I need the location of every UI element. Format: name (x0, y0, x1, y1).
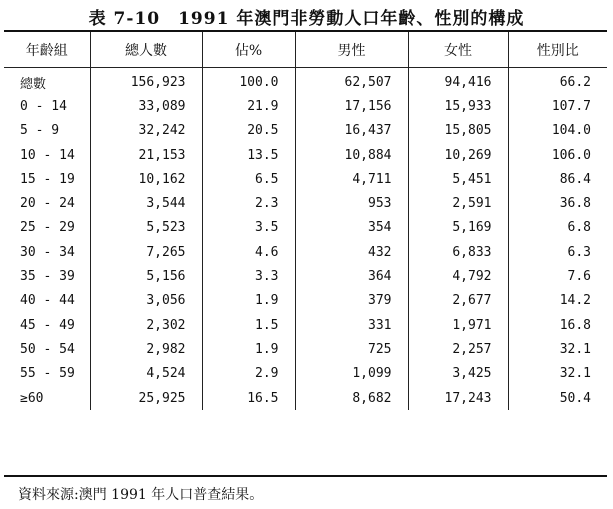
cell-sex-ratio: 36.8 (508, 191, 607, 215)
cell-female: 94,416 (408, 68, 508, 95)
cell-total: 7,265 (90, 240, 202, 264)
cell-age-group: 55 - 59 (20, 366, 75, 382)
cell-percent: 1.5 (202, 313, 295, 337)
cell-age-group: ≥60 (20, 390, 44, 406)
cell-percent: 3.5 (202, 216, 295, 240)
cell-sex-ratio: 86.4 (508, 167, 607, 191)
table-row (4, 94, 607, 118)
header-female: 女性 (408, 32, 508, 68)
cell-male: 10,884 (295, 143, 408, 167)
cell-female: 3,425 (408, 362, 508, 386)
cell-total: 5,523 (90, 216, 202, 240)
cell-sex-ratio: 32.1 (508, 337, 607, 361)
cell-percent: 2.3 (202, 191, 295, 215)
cell-male: 953 (295, 191, 408, 215)
cell-female: 2,677 (408, 289, 508, 313)
cell-sex-ratio: 16.8 (508, 313, 607, 337)
cell-age-group: 總數 (20, 76, 47, 92)
cell-male: 354 (295, 216, 408, 240)
cell-total: 2,302 (90, 313, 202, 337)
table-row (4, 337, 607, 361)
cell-male: 725 (295, 337, 408, 361)
cell-age-group: 20 - 24 (20, 196, 75, 212)
table-row (4, 68, 607, 95)
cell-age-group: 25 - 29 (20, 220, 75, 236)
cell-female: 15,933 (408, 94, 508, 118)
cell-sex-ratio: 14.2 (508, 289, 607, 313)
cell-percent: 16.5 (202, 386, 295, 410)
cell-female: 17,243 (408, 386, 508, 410)
cell-total: 32,242 (90, 119, 202, 143)
cell-female: 1,971 (408, 313, 508, 337)
cell-age-group: 40 - 44 (20, 293, 75, 309)
cell-female: 5,169 (408, 216, 508, 240)
cell-percent: 3.3 (202, 264, 295, 288)
cell-male: 16,437 (295, 119, 408, 143)
table-row (4, 386, 607, 410)
cell-total: 21,153 (90, 143, 202, 167)
table-row (4, 191, 607, 215)
cell-percent: 2.9 (202, 362, 295, 386)
population-table (4, 32, 607, 410)
cell-male: 331 (295, 313, 408, 337)
cell-male: 62,507 (295, 68, 408, 95)
cell-total: 3,544 (90, 191, 202, 215)
cell-age-group: 30 - 34 (20, 244, 75, 260)
cell-total: 2,982 (90, 337, 202, 361)
cell-sex-ratio: 104.0 (508, 119, 607, 143)
cell-percent: 4.6 (202, 240, 295, 264)
header-age-group: 年齡組 (4, 32, 90, 68)
table-row (4, 143, 607, 167)
table-row (4, 289, 607, 313)
cell-female: 10,269 (408, 143, 508, 167)
cell-male: 4,711 (295, 167, 408, 191)
cell-total: 10,162 (90, 167, 202, 191)
cell-total: 4,524 (90, 362, 202, 386)
cell-female: 2,591 (408, 191, 508, 215)
cell-sex-ratio: 6.8 (508, 216, 607, 240)
cell-female: 2,257 (408, 337, 508, 361)
cell-percent: 1.9 (202, 289, 295, 313)
cell-age-group: 5 - 9 (20, 123, 60, 139)
cell-total: 33,089 (90, 94, 202, 118)
cell-sex-ratio: 50.4 (508, 386, 607, 410)
cell-female: 15,805 (408, 119, 508, 143)
cell-male: 379 (295, 289, 408, 313)
cell-male: 17,156 (295, 94, 408, 118)
cell-total: 5,156 (90, 264, 202, 288)
source-note: 資料來源:澳門 1991 年人口普查結果。 (18, 487, 264, 503)
header-row (4, 32, 607, 68)
table-row (4, 264, 607, 288)
cell-total: 156,923 (90, 68, 202, 95)
cell-total: 25,925 (90, 386, 202, 410)
header-percent: 佔% (202, 32, 295, 68)
table-title: 表 7-10 1991 年澳門非勞動人口年齡、性別的構成 (88, 9, 525, 29)
cell-age-group: 35 - 39 (20, 269, 75, 285)
cell-age-group: 50 - 54 (20, 341, 75, 357)
cell-female: 6,833 (408, 240, 508, 264)
cell-male: 8,682 (295, 386, 408, 410)
header-total: 總人數 (90, 32, 202, 68)
cell-sex-ratio: 107.7 (508, 94, 607, 118)
cell-male: 364 (295, 264, 408, 288)
cell-sex-ratio: 7.6 (508, 264, 607, 288)
cell-percent: 6.5 (202, 167, 295, 191)
cell-age-group: 45 - 49 (20, 317, 75, 333)
table-frame (4, 30, 607, 477)
cell-percent: 1.9 (202, 337, 295, 361)
table-row (4, 362, 607, 386)
header-male: 男性 (295, 32, 408, 68)
table-row (4, 240, 607, 264)
table-row (4, 313, 607, 337)
cell-total: 3,056 (90, 289, 202, 313)
cell-sex-ratio: 66.2 (508, 68, 607, 95)
cell-sex-ratio: 32.1 (508, 362, 607, 386)
cell-percent: 100.0 (202, 68, 295, 95)
cell-male: 1,099 (295, 362, 408, 386)
cell-female: 4,792 (408, 264, 508, 288)
table-row (4, 167, 607, 191)
cell-age-group: 15 - 19 (20, 171, 75, 187)
header-sex-ratio: 性別比 (508, 32, 607, 68)
cell-male: 432 (295, 240, 408, 264)
table-body (4, 68, 607, 411)
table-row (4, 119, 607, 143)
cell-percent: 13.5 (202, 143, 295, 167)
cell-female: 5,451 (408, 167, 508, 191)
table-row (4, 216, 607, 240)
cell-percent: 20.5 (202, 119, 295, 143)
cell-age-group: 0 - 14 (20, 98, 67, 114)
cell-percent: 21.9 (202, 94, 295, 118)
cell-age-group: 10 - 14 (20, 147, 75, 163)
cell-sex-ratio: 6.3 (508, 240, 607, 264)
cell-sex-ratio: 106.0 (508, 143, 607, 167)
